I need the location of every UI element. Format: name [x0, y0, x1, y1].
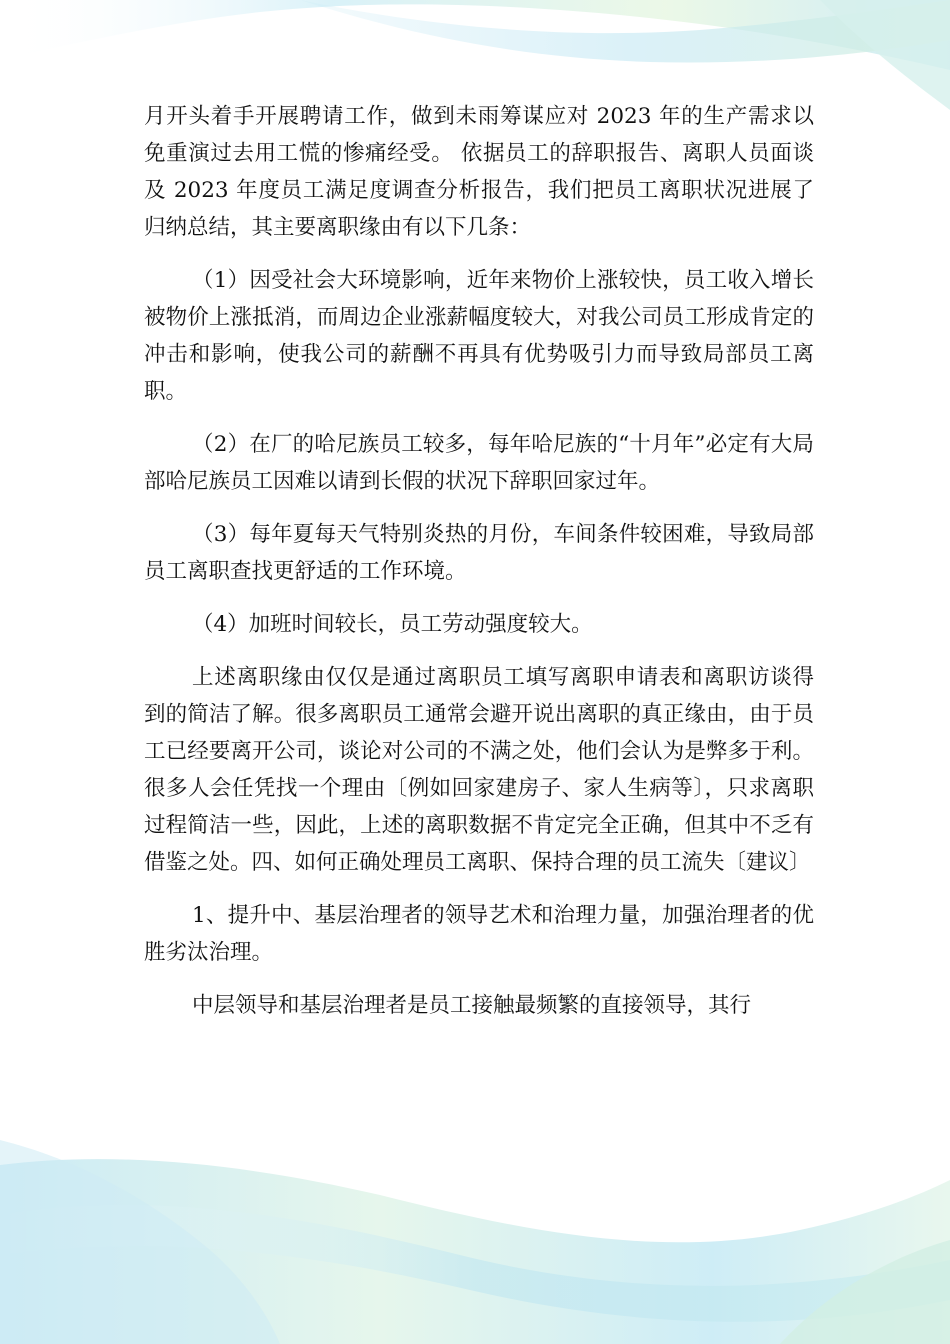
paragraph-analysis: 上述离职缘由仅仅是通过离职员工填写离职申请表和离职访谈得到的简洁了解。很多离职员工通常会避开说出离职的真正缘由，由于员工已经要离开公司，谈论对公司的不满之处，他们会认为是弊多于利。很多人会任凭找一个理由〔例如回家建房子、家人生病等〕，只求离职过程简洁一些，因此，上述的离职数据不肯定完全正确，但其中不乏有借鉴之处。四、如何正确处理员工离职、保持合理的员工流失〔建议〕 — [144, 665, 814, 875]
top-wave-right — [820, 0, 950, 110]
document-body — [144, 98, 814, 1040]
paragraph-suggestion-1: 1、提升中、基层治理者的领导艺术和治理力量，加强治理者的优胜劣汰治理。 — [144, 903, 814, 965]
paragraph-reason-4: （4）加班时间较长，员工劳动强度较大。 — [192, 612, 593, 637]
paragraph-reason-2: （2）在厂的哈尼族员工较多，每年哈尼族的“十月年”必定有大局部哈尼族员工因难以请到长假的状况下辞职回家过年。 — [144, 432, 814, 494]
paragraph-reason-3: （3）每年夏每天气特别炎热的月份，车间条件较困难，导致局部员工离职查找更舒适的工作环境。 — [144, 522, 814, 584]
paragraph-continuation: 中层领导和基层治理者是员工接触最频繁的直接领导，其行 — [192, 993, 752, 1018]
paragraph-intro: 月开头着手开展聘请工作，做到未雨筹谋应对 2023 年的生产需求以免重演过去用工慌的惨痛经受。 依据员工的辞职报告、离职人员面谈及 2023 年度员工满足度调查分析报告，我们把员工离职状况进展了归纳总结，其主要离职缘由有以下几条： — [144, 104, 814, 240]
paragraph-reason-1: （1）因受社会大环境影响，近年来物价上涨较快，员工收入增长被物价上涨抵消，而周边企业涨薪幅度较大，对我公司员工形成肯定的冲击和影响，使我公司的薪酬不再具有优势吸引力而导致局部员工离职。 — [144, 268, 814, 404]
